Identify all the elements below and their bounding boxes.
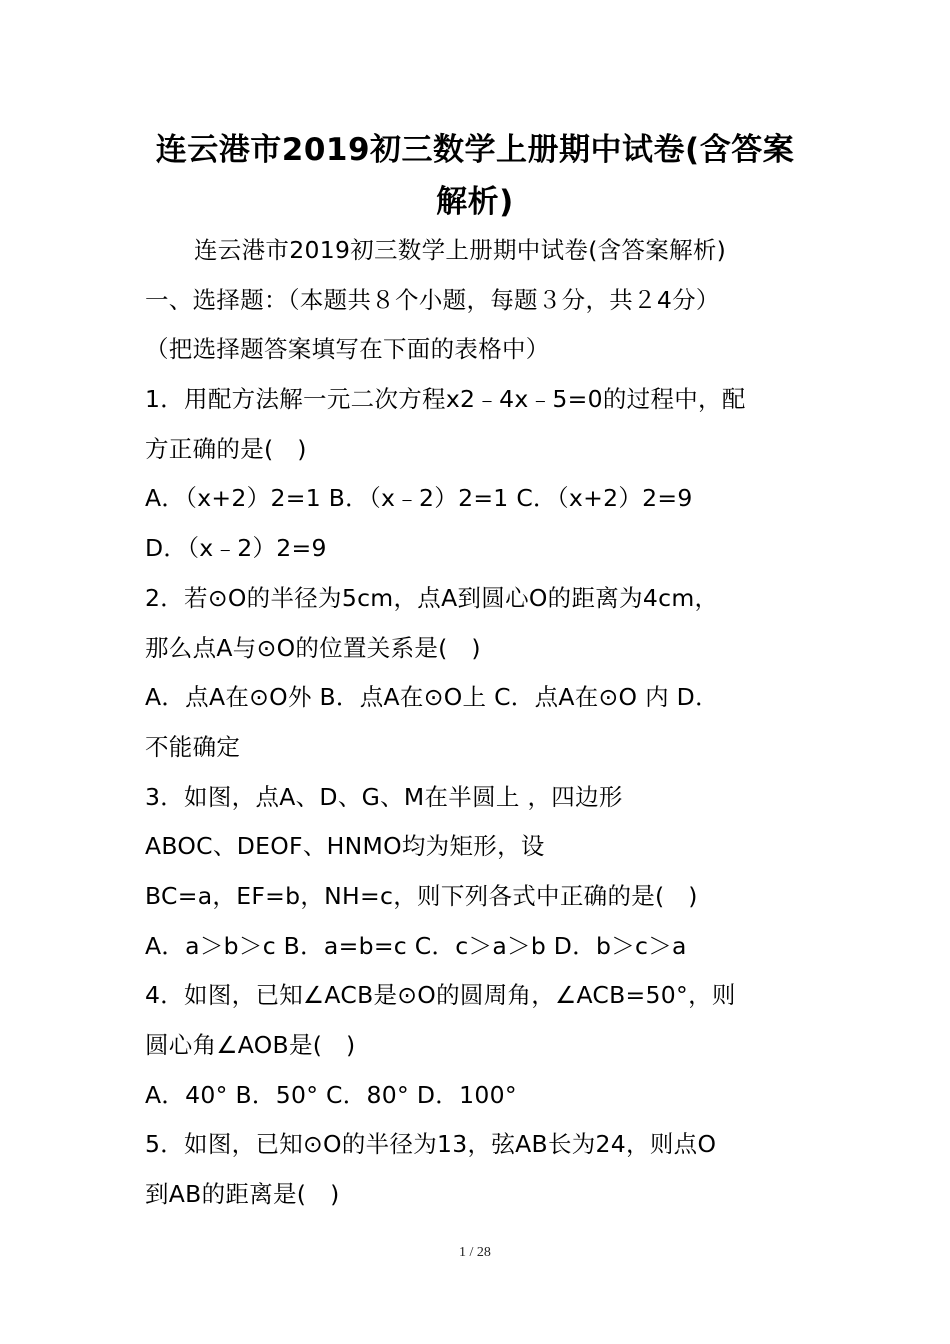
text-line: 5．如图，已知⊙O的半径为13，弦AB长为24，则点O <box>145 1130 717 1159</box>
text-line: 不能确定 <box>145 732 241 761</box>
text-line: ABOC、DEOF、HNMO均为矩形，设 <box>145 832 545 861</box>
document-body <box>145 226 810 1220</box>
title-line-2: 解析) <box>436 184 514 220</box>
document-title <box>140 124 810 228</box>
text-line: D．（x﹣2）2=9 <box>145 534 327 563</box>
text-line: 那么点A与⊙O的位置关系是( ) <box>145 633 481 662</box>
text-line: A．a＞b＞c B．a=b=c C．c＞a＞b D．b＞c＞a <box>145 931 687 960</box>
text-line: 3．如图，点A、D、G、M在半圆上 ，四边形 <box>145 782 623 811</box>
text-line: 圆心角∠AOB是( ) <box>145 1031 356 1059</box>
document-subtitle: 连云港市2019初三数学上册期中试卷(含答案解析) <box>194 236 727 264</box>
text-line: 4．如图，已知∠ACB是⊙O的圆周角，∠ACB=50°，则 <box>145 981 736 1010</box>
text-line: BC=a，EF=b，NH=c，则下列各式中正确的是( ) <box>145 881 698 910</box>
text-line: A．（x+2）2=1 B．（x﹣2）2=1 C．（x+2）2=9 <box>145 484 693 513</box>
text-line: 方正确的是( ) <box>145 434 307 463</box>
text-line: 到AB的距离是( ) <box>145 1180 340 1209</box>
text-line: （把选择题答案填写在下面的表格中） <box>145 335 550 364</box>
title-line-1: 连云港市2019初三数学上册期中试卷(含答案 <box>155 132 795 168</box>
text-line: 一、选择题：（本题共８个小题，每题３分，共２4分） <box>145 285 720 314</box>
page-number: 1 / 28 <box>459 1245 491 1260</box>
text-line: A．40° B．50° C．80° D．100° <box>145 1080 517 1109</box>
text-line: A．点A在⊙O外 B．点A在⊙O上 C．点A在⊙O 内 D． <box>145 683 719 712</box>
text-line: 2．若⊙O的半径为5cm，点A到圆心O的距离为4cm， <box>145 583 719 612</box>
text-line: 1．用配方法解一元二次方程x2﹣4x﹣5=0的过程中，配 <box>145 385 746 414</box>
